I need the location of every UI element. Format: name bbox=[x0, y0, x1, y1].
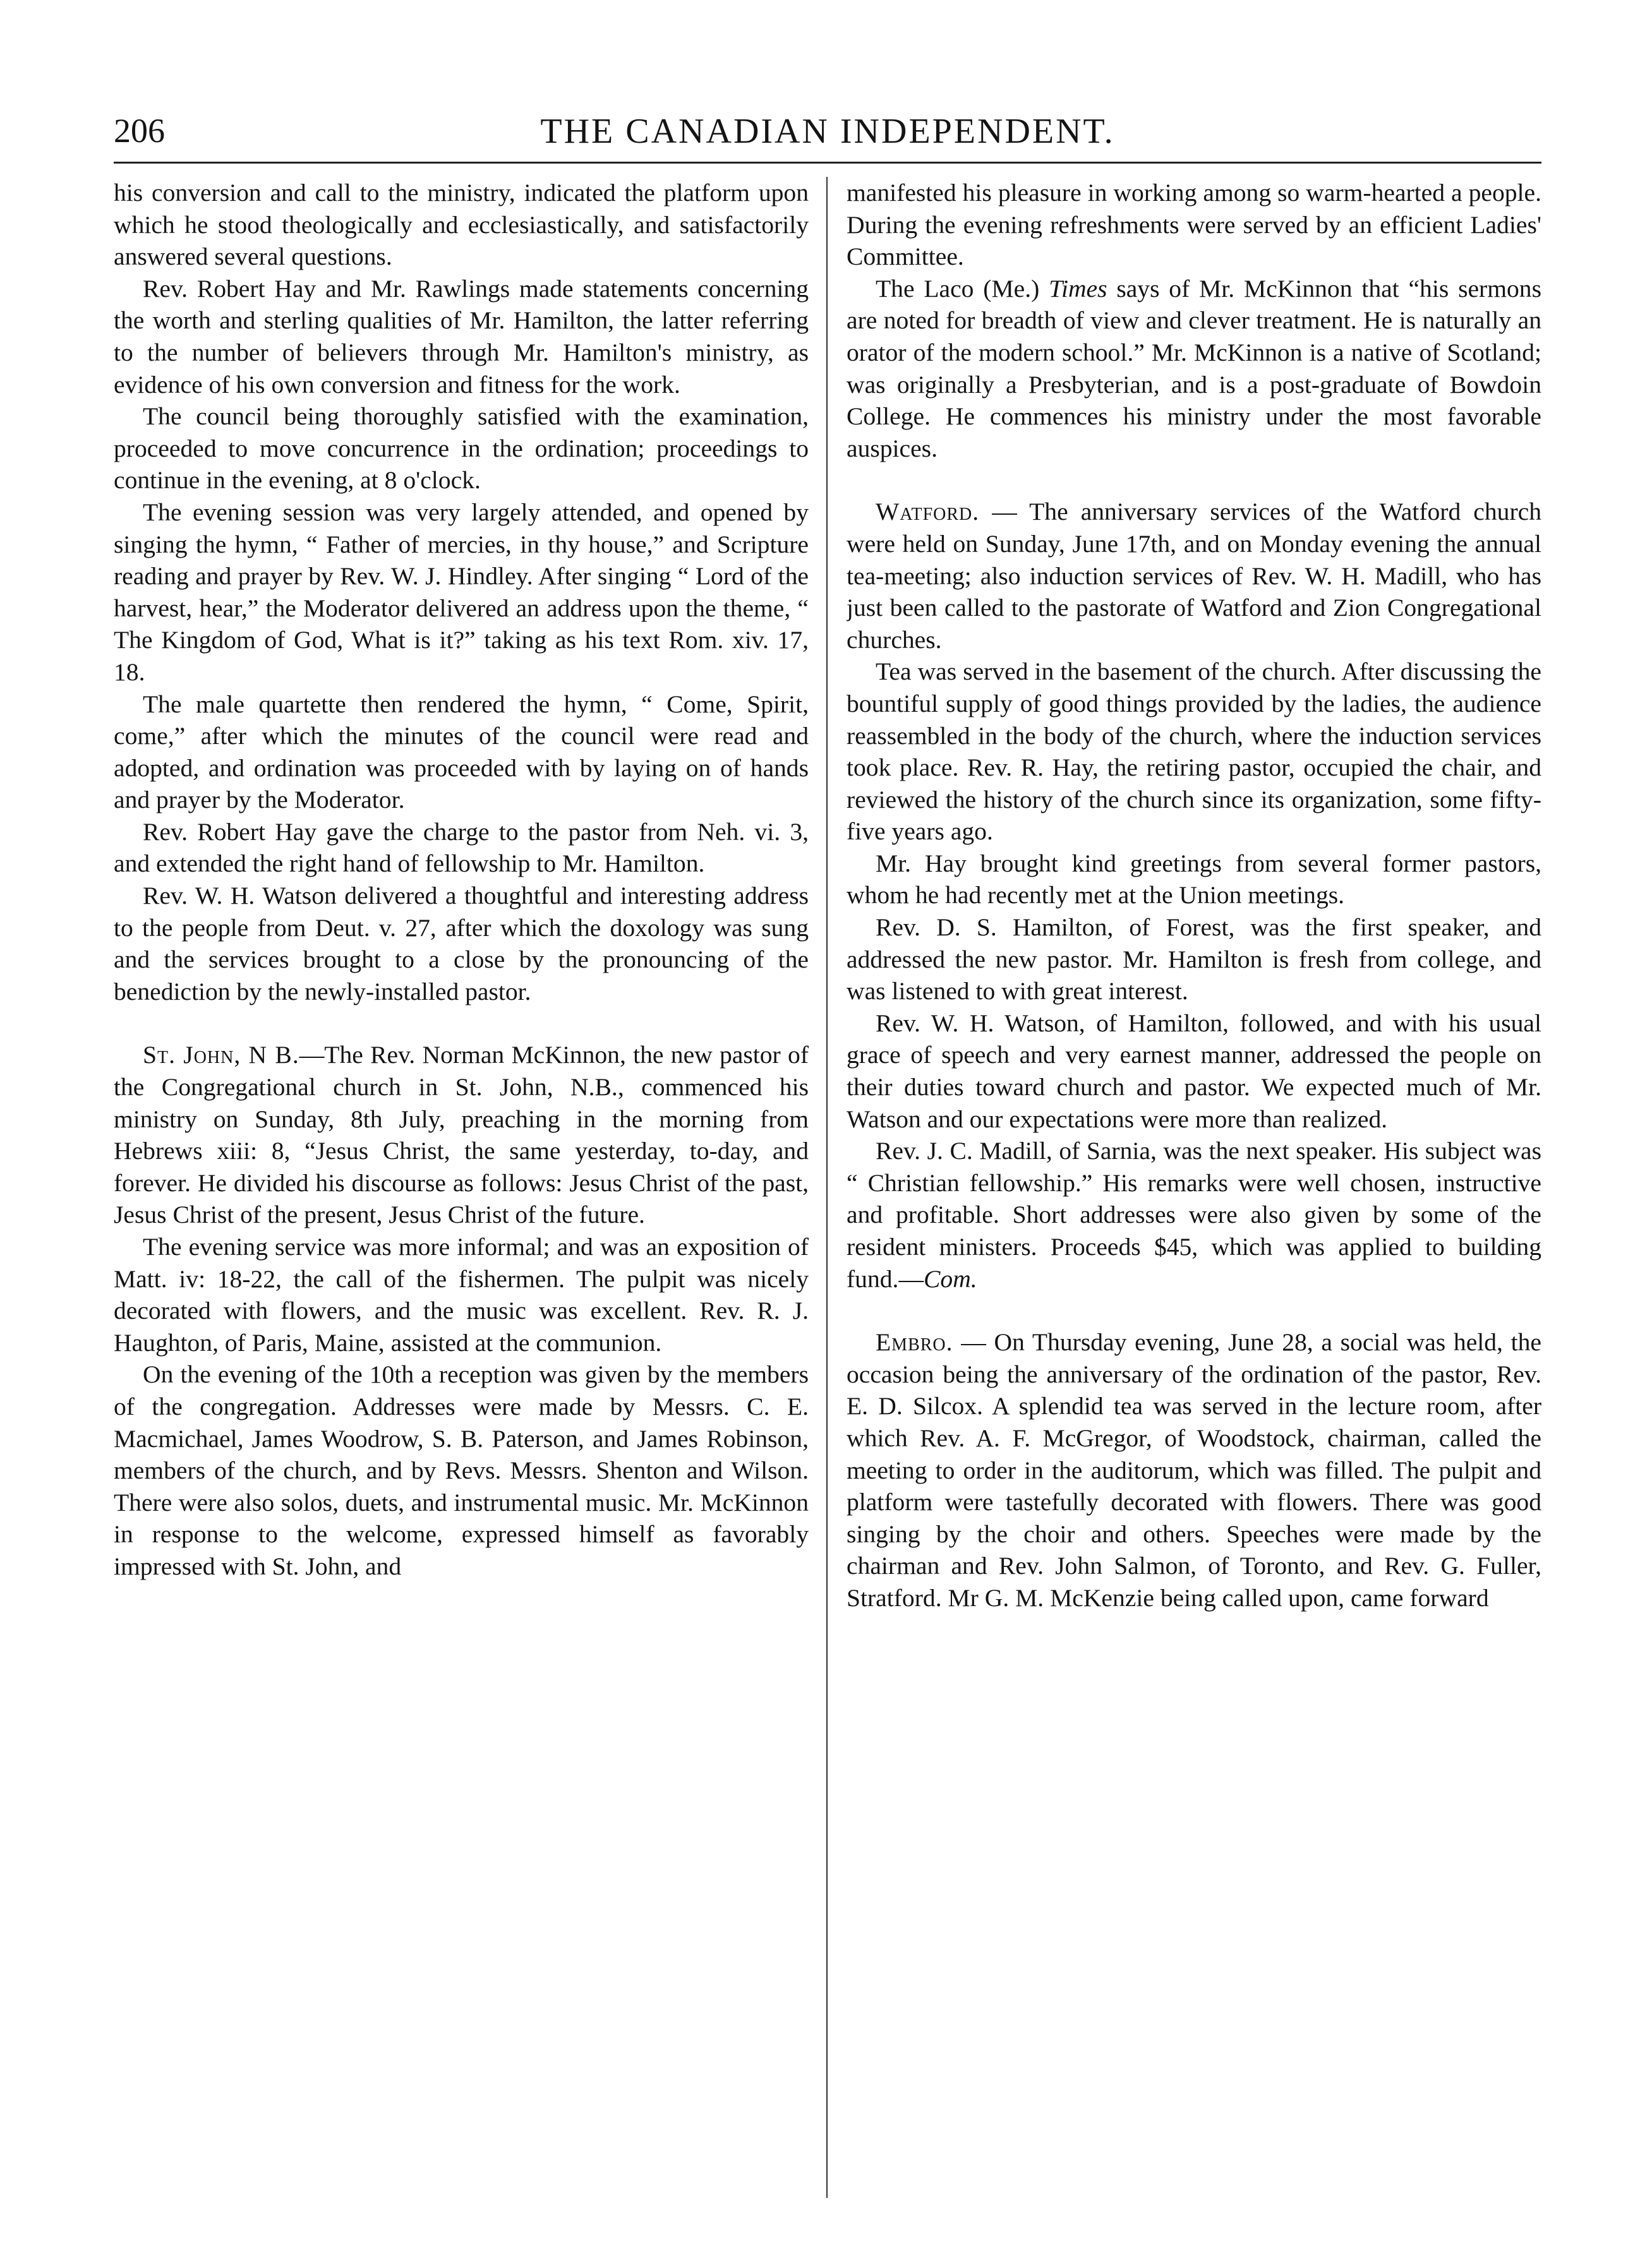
article-paragraph: Rev. D. S. Hamilton, of Forest, was the first speaker, and addressed the new pastor. Mr. Hamilton is fresh from college, and was listened to with great interest. bbox=[847, 913, 1541, 1005]
running-title: THE CANADIAN INDEPENDENT. bbox=[540, 112, 1115, 151]
st-john-heading: St. John, N B. bbox=[143, 1041, 299, 1069]
watford-heading: Watford. bbox=[876, 498, 980, 526]
article-paragraph: Rev. Robert Hay gave the charge to the pastor from Neh. vi. 3, and extended the right hand of fellowship to Mr. Hamilton. bbox=[114, 817, 809, 878]
embro-article bbox=[847, 1326, 1541, 1614]
article-paragraph: manifested his pleasure in working among so warm-hearted a people. During the evening refreshments were served by an efficient Ladies' Committee. bbox=[847, 179, 1541, 271]
article-paragraph: Mr. Hay brought kind greetings from several former pastors, whom he had recently met at the Union meetings. bbox=[847, 849, 1541, 909]
page-header bbox=[114, 114, 1541, 167]
article-paragraph: his conversion and call to the ministry, indicated the platform upon which he stood theologically and ecclesiastically, and satisfactorily answered several questions. bbox=[114, 179, 809, 271]
left-column bbox=[114, 177, 809, 1583]
page-number: 206 bbox=[114, 112, 165, 150]
watford-text: — The anniversary services of the Watford church were held on Sunday, June 17th, and on Monday evening the annual tea-meeting; also induction services of Rev. W. H. Madill, who has just been called to the pastorate of Watford and Zion Congregational churches. bbox=[847, 498, 1541, 654]
st-john-article bbox=[114, 1039, 809, 1231]
article-paragraph: Rev. W. H. Watson, of Hamilton, followed, and with his usual grace of speech and very earnest manner, addressed the people on their duties toward church and pastor. We expected much of Mr. Watson and our expectations were more than realized. bbox=[847, 1009, 1541, 1133]
st-john-text: —The Rev. Norman McKinnon, the new pastor of the Congregational church in St. John, N.B., commenced his ministry on Sunday, 8th July, preaching in the morning from Hebrews xiii: 8, “Jesus Christ, the same yesterday, to-day, and forever. He divided his discourse as follows: Jesus Christ of the past, Jesus Christ of the present, Jesus Christ of the future. bbox=[114, 1041, 809, 1229]
article-paragraph: The male quartette then rendered the hymn, “ Come, Spirit, come,” after which the minutes of the council were read and adopted, and ordination was proceeded with by laying on of hands and prayer by the Moderator. bbox=[114, 690, 809, 814]
article-paragraph: Rev. Robert Hay and Mr. Rawlings made statements concerning the worth and sterling qualities of Mr. Hamilton, the latter referring to the number of believers through Mr. Hamilton's ministry, as evidence of his own conversion and fitness for the work. bbox=[114, 274, 809, 399]
signature: Com. bbox=[924, 1264, 977, 1293]
article-paragraph: On the evening of the 10th a reception was given by the members of the congregation. Addresses were made by Messrs. C. E. Macmichael, James Woodrow, S. B. Paterson, and James Robinson, members of the church, and by Revs. Messrs. Shenton and Wilson. There were also solos, duets, and instrumental music. Mr. McKinnon in response to the welcome, expressed himself as favorably impressed with St. John, and bbox=[114, 1360, 809, 1580]
embro-text: — On Thursday evening, June 28, a social was held, the occasion being the anniversary of the ordination of the pastor, Rev. E. D. Silcox. A splendid tea was served in the lecture room, after which Rev. A. F. McGregor, of Woodstock, chairman, called the meeting to order in the auditorum, which was filled. The pulpit and platform were tastefully decorated with flowers. There was good singing by the choir and others. Speeches were made by the chairman and Rev. John Salmon, of Toronto, and Rev. G. Fuller, Stratford. Mr G. M. McKenzie being called upon, came forward bbox=[847, 1328, 1541, 1612]
right-column bbox=[847, 177, 1541, 1614]
laco-paragraph: The Laco (Me.) Times says of Mr. McKinnon that “his sermons are noted for breadth of view and clever treatment. He is naturally an orator of the modern school.” Mr. McKinnon is a native of Scotland; was originally a Presbyterian, and is a post-graduate of Bowdoin College. He commences his ministry under the most favorable auspices. bbox=[847, 274, 1541, 462]
article-paragraph: Rev. J. C. Madill, of Sarnia, was the next speaker. His subject was “ Christian fellowship.” His remarks were well chosen, instructive and profitable. Short addresses were also given by some of the resident ministers. Proceeds $45, which was applied to building fund.—Com. bbox=[847, 1137, 1541, 1293]
header-rule bbox=[114, 162, 1541, 164]
newspaper-page bbox=[114, 114, 1541, 2185]
article-paragraph: The council being thoroughly satisfied with the examination, proceeded to move concurrence in the ordination; proceedings to continue in the evening, at 8 o'clock. bbox=[114, 402, 809, 495]
article-paragraph: Rev. W. H. Watson delivered a thoughtful and interesting address to the people from Deut. v. 27, after which the doxology was sung and the services brought to a close by the pronouncing of the benediction by the newly-installed pastor. bbox=[114, 882, 809, 1005]
article-paragraph: Tea was served in the basement of the church. After discussing the bountiful supply of good things provided by the ladies, the audience reassembled in the body of the church, where the induction services took place. Rev. R. Hay, the retiring pastor, occupied the chair, and reviewed the history of the church since its organization, some fifty-five years ago. bbox=[847, 657, 1541, 846]
times-newspaper-name: Times bbox=[1049, 274, 1107, 303]
watford-article bbox=[847, 496, 1541, 656]
article-paragraph: The evening service was more informal; and was an exposition of Matt. iv: 18-22, the call of the fishermen. The pulpit was nicely decorated with flowers, and the music was excellent. Rev. R. J. Haughton, of Paris, Maine, assisted at the communion. bbox=[114, 1233, 809, 1357]
article-paragraph: The evening session was very largely attended, and opened by singing the hymn, “ Father of mercies, in thy house,” and Scripture reading and prayer by Rev. W. J. Hindley. After singing “ Lord of the harvest, hear,” the Moderator delivered an address upon the theme, “ The Kingdom of God, What is it?” taking as his text Rom. xiv. 17, 18. bbox=[114, 498, 809, 686]
column-divider bbox=[826, 177, 828, 2198]
columns bbox=[114, 177, 1541, 2185]
embro-heading: Embro. bbox=[876, 1328, 953, 1357]
